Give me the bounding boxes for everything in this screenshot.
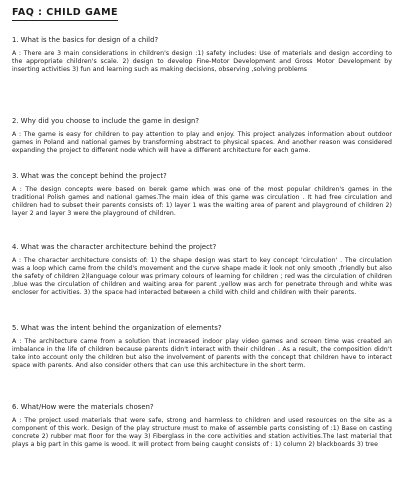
faq-answer-3: A : The design concepts were based on berek game which was one of the most popular children's games in the traditional Polish games and national games.The main idea of this game was circulation . It had free circulation and children had to subset their parents consists of: 1) layer 1 was the waiting area of parent and playground of children 2) layer 2 and layer 3 were the playground of children. <box>12 186 392 218</box>
page-title: FAQ : CHILD GAME <box>12 3 118 21</box>
faq-answer-5: A : The architecture came from a solution that increased indoor play video games and screen time was created an imbalance in the life of children because parents didn't interact with their children . As a result, the composition didn't take into account only the children but also the involvement of parents with the concept that children have to interact space with parents. And also consider others that can use this architecture in the short term. <box>12 338 392 370</box>
faq-item-3 <box>12 172 392 218</box>
faq-question-6: 6. What/How were the materials chosen? <box>12 403 154 411</box>
faq-answer-6: A : The project used materials that were safe, strong and harmless to children and used resources on the site as a component of this work. Design of the play structure must to make of assemble parts consisting of :1) Base on casting concrete 2) rubber mat floor for the way 3) Fiberglass in the core activities and station activities.The last material that plays a big part in this game is wood. It will protect from being caught consists of : 1) column 2) blackboards 3) tree <box>12 417 392 449</box>
faq-answer-2: A : The game is easy for children to pay attention to play and enjoy. This project analyzes information about outdoor games in Poland and national games by transforming abstract to physical spaces. And another reason was considered expanding the project to different node which will have a different architecture for each game. <box>12 131 392 155</box>
faq-question-2: 2. Why did you choose to include the game in design? <box>12 117 200 125</box>
faq-item-4 <box>12 243 392 297</box>
faq-question-5: 5. What was the intent behind the organization of elements? <box>12 324 222 332</box>
faq-item-1 <box>12 36 392 74</box>
faq-item-2 <box>12 117 392 155</box>
faq-answer-4: A : The character architecture consists of: 1) the shape design was start to key concept 'circulation' . The circulation was a loop which came from the child's movement and the curve shape made it look not only smooth ,friendly but also the safety of children 2)language colour was primary colours of learning for children ; red was the circulation of children ,blue was the circulation of children and waiting area for parent ,yellow was arch for penetrate through and white was encloser for activities. 3) the space had interacted between a child with child and children with their parents. <box>12 257 392 297</box>
faq-question-1: 1. What is the basics for design of a child? <box>12 36 159 44</box>
faq-item-6 <box>12 403 392 449</box>
faq-document <box>12 0 392 449</box>
faq-question-3: 3. What was the concept behind the project? <box>12 172 167 180</box>
faq-answer-1: A : There are 3 main considerations in children's design :1) safety includes: Use of materials and design according to the appropriate children's scale. 2) design to develop Fine-Motor Development and Gross Motor Development by inserting activities 3) fun and learning such as making decisions, observing ,solving problems <box>12 50 392 74</box>
faq-item-5 <box>12 324 392 370</box>
faq-question-4: 4. What was the character architecture behind the project? <box>12 243 217 251</box>
